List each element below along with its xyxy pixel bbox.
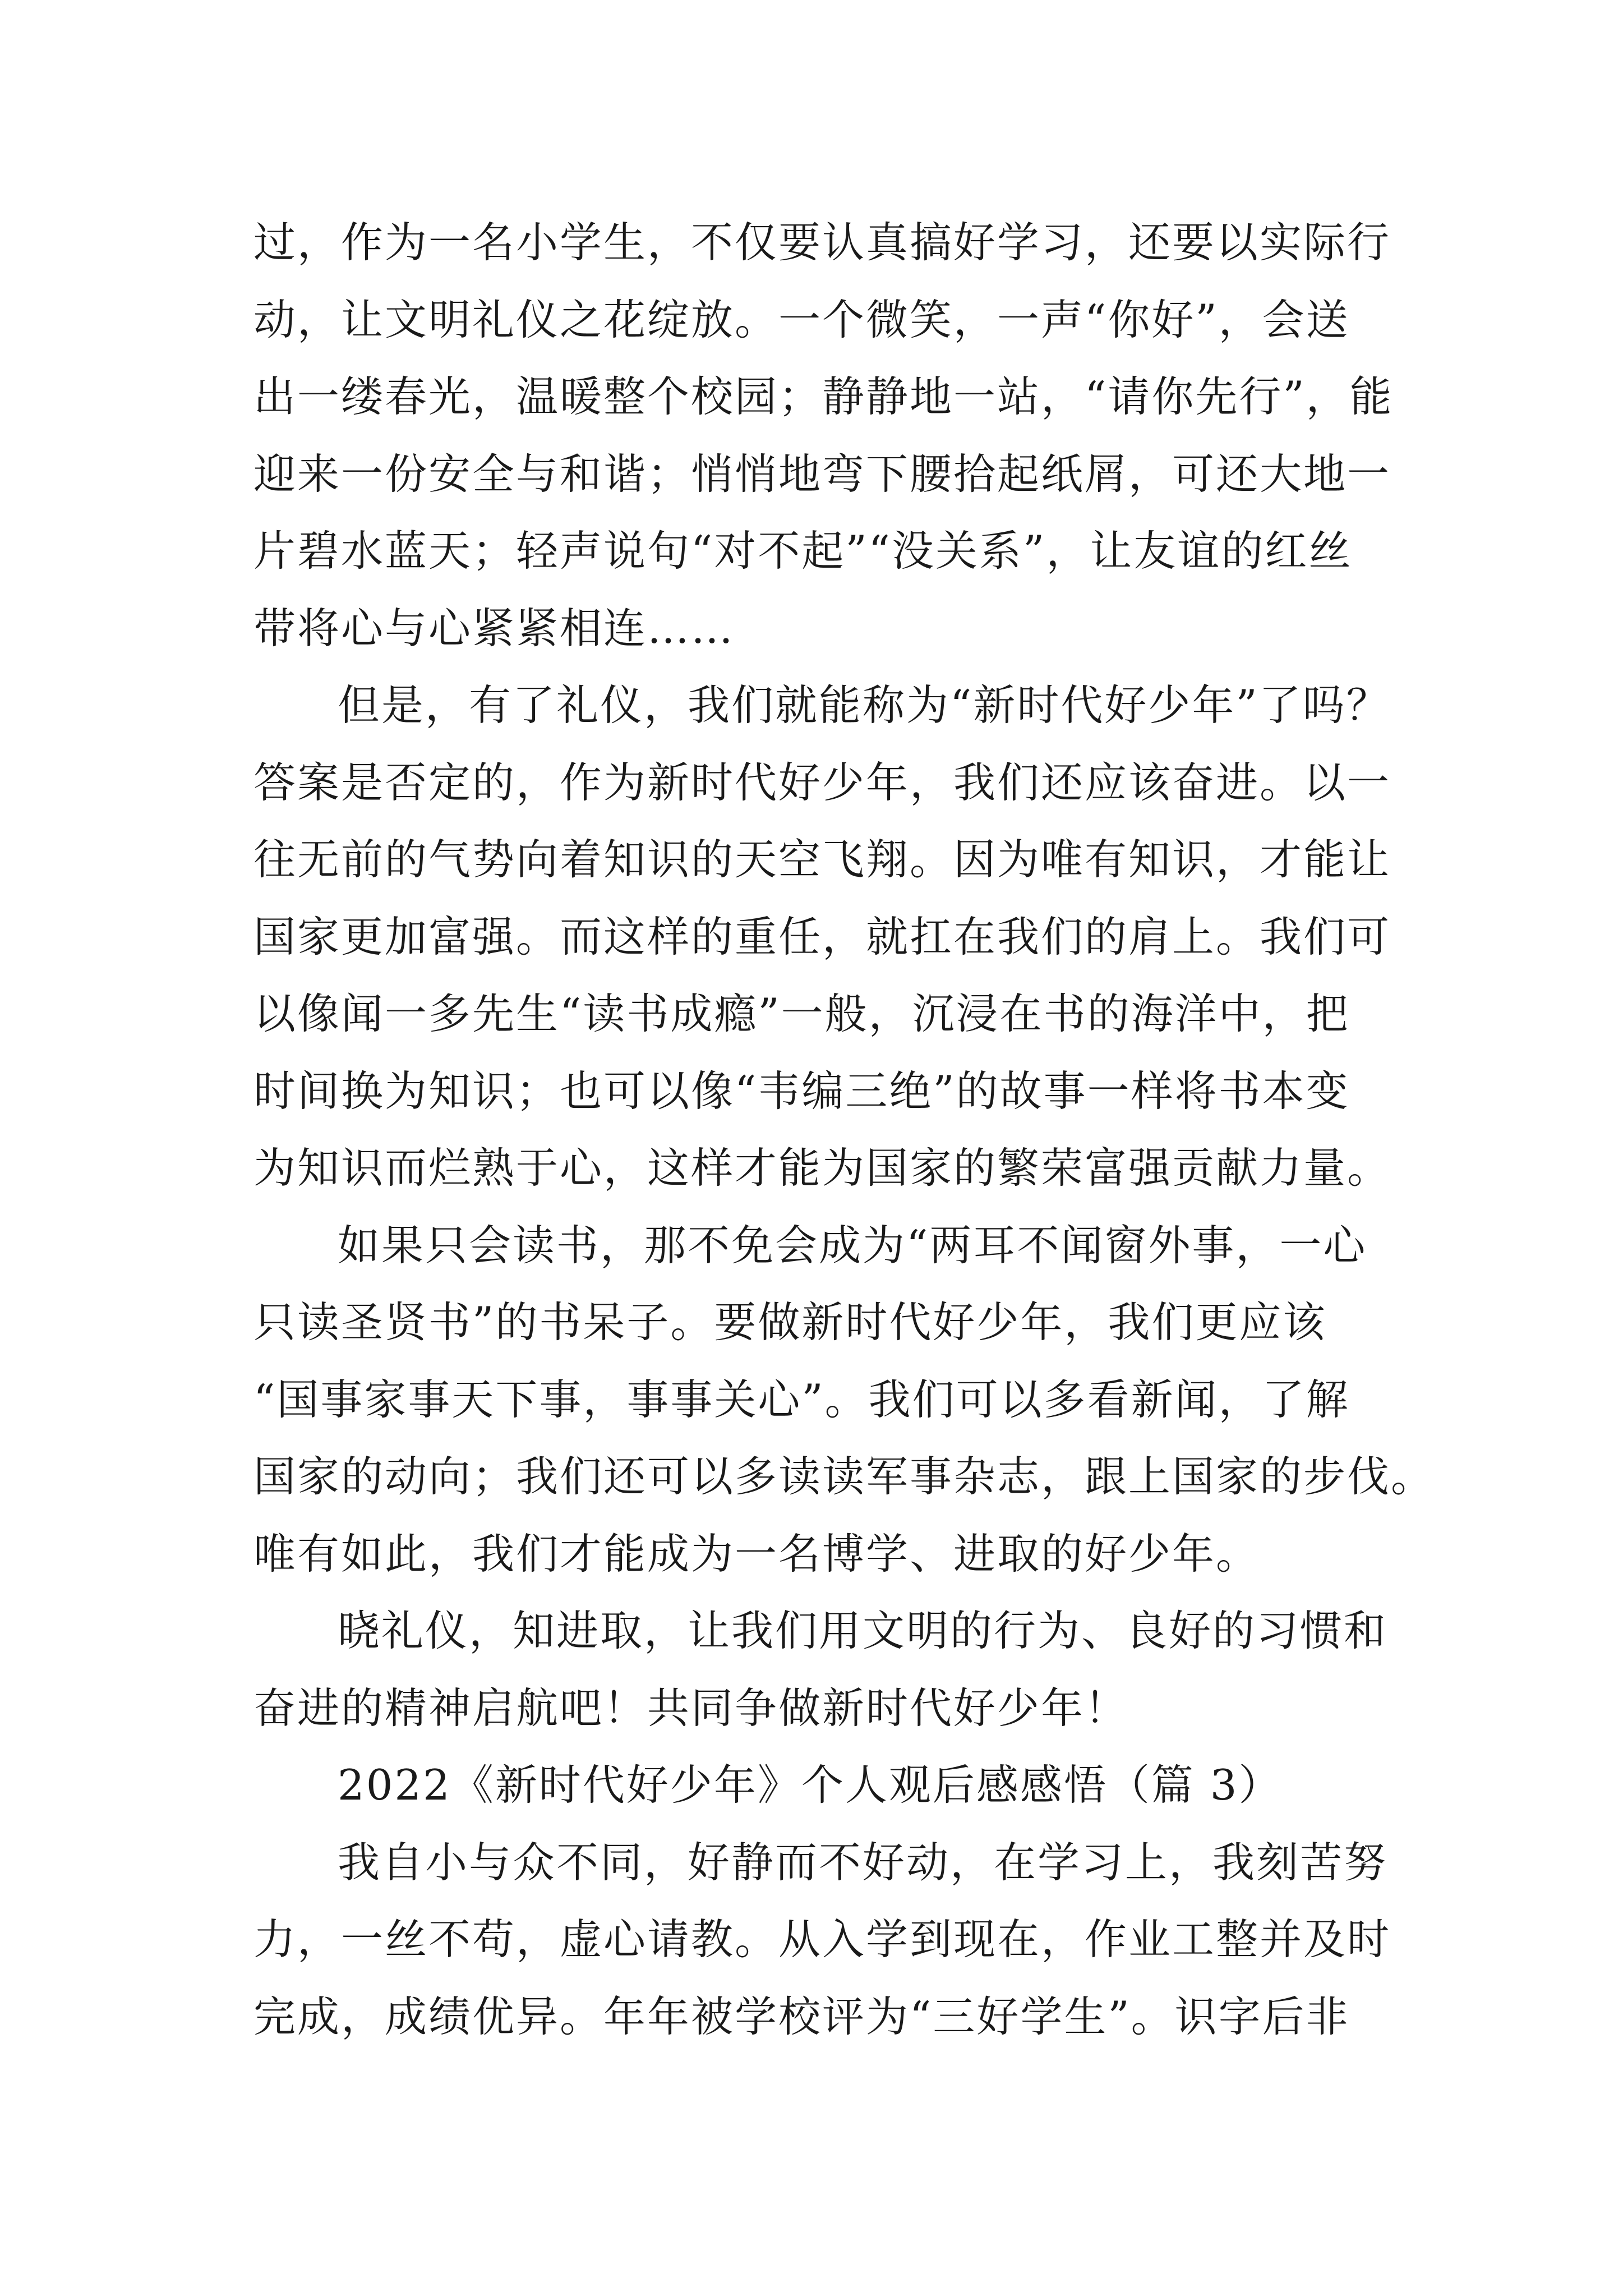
text-line: 时间换为知识；也可以像“韦编三绝”的故事一样将书本变 — [253, 1066, 1350, 1116]
text-line: 答案是否定的，作为新时代好少年，我们还应该奋进。以一 — [253, 757, 1391, 807]
text-line: 以像闻一多先生“读书成瘾”一般，沉浸在书的海洋中，把 — [253, 989, 1350, 1038]
document-body — [253, 204, 1435, 2055]
text-line: 奋进的精神启航吧！共同争做新时代好少年！ — [253, 1683, 1129, 1733]
text-line: 动，让文明礼仪之花绽放。一个微笑，一声“你好”，会送 — [253, 295, 1350, 344]
text-line: 过，作为一名小学生，不仅要认真搞好学习，还要以实际行 — [253, 218, 1391, 267]
text-line: 唯有如此，我们才能成为一名博学、进取的好少年。 — [253, 1529, 1260, 1579]
paragraph-start-line: 我自小与众不同，好静而不好动，在学习上，我刻苦努 — [338, 1837, 1388, 1887]
text-line: 为知识而烂熟于心，这样才能为国家的繁荣富强贡献力量。 — [253, 1143, 1391, 1193]
text-line: 迎来一份安全与和谐；悄悄地弯下腰拾起纸屑，可还大地一 — [253, 449, 1391, 499]
text-line: 带将心与心紧紧相连…… — [253, 603, 735, 653]
text-line: 完成，成绩优异。年年被学校评为“三好学生”。识字后非 — [253, 1991, 1350, 2041]
paragraph-start-line: 如果只会读书，那不免会成为“两耳不闻窗外事，一心 — [338, 1220, 1367, 1270]
text-line: 出一缕春光，温暖整个校园；静静地一站，“请你先行”，能 — [253, 372, 1394, 421]
section-heading: 2022《新时代好少年》个人观后感感悟（篇 3） — [338, 1760, 1283, 1810]
text-line: 只读圣贤书”的书呆子。要做新时代好少年，我们更应该 — [253, 1297, 1327, 1347]
text-line: 国家的动向；我们还可以多读读军事杂志，跟上国家的步伐。 — [253, 1452, 1435, 1501]
paragraph-start-line: 但是，有了礼仪，我们就能称为“新时代好少年”了吗？ — [338, 680, 1390, 730]
text-line: 往无前的气势向着知识的天空飞翔。因为唯有知识，才能让 — [253, 835, 1391, 884]
text-line: 片碧水蓝天；轻声说句“对不起”“没关系”，让友谊的红丝 — [253, 526, 1353, 576]
text-line: “国事家事天下事，事事关心”。我们可以多看新闻，了解 — [253, 1374, 1350, 1424]
text-line: 国家更加富强。而这样的重任，就扛在我们的肩上。我们可 — [253, 912, 1391, 961]
paragraph-start-line: 晓礼仪，知进取，让我们用文明的行为、良好的习惯和 — [338, 1606, 1388, 1655]
text-line: 力，一丝不苟，虚心请教。从入学到现在，作业工整并及时 — [253, 1915, 1391, 1964]
